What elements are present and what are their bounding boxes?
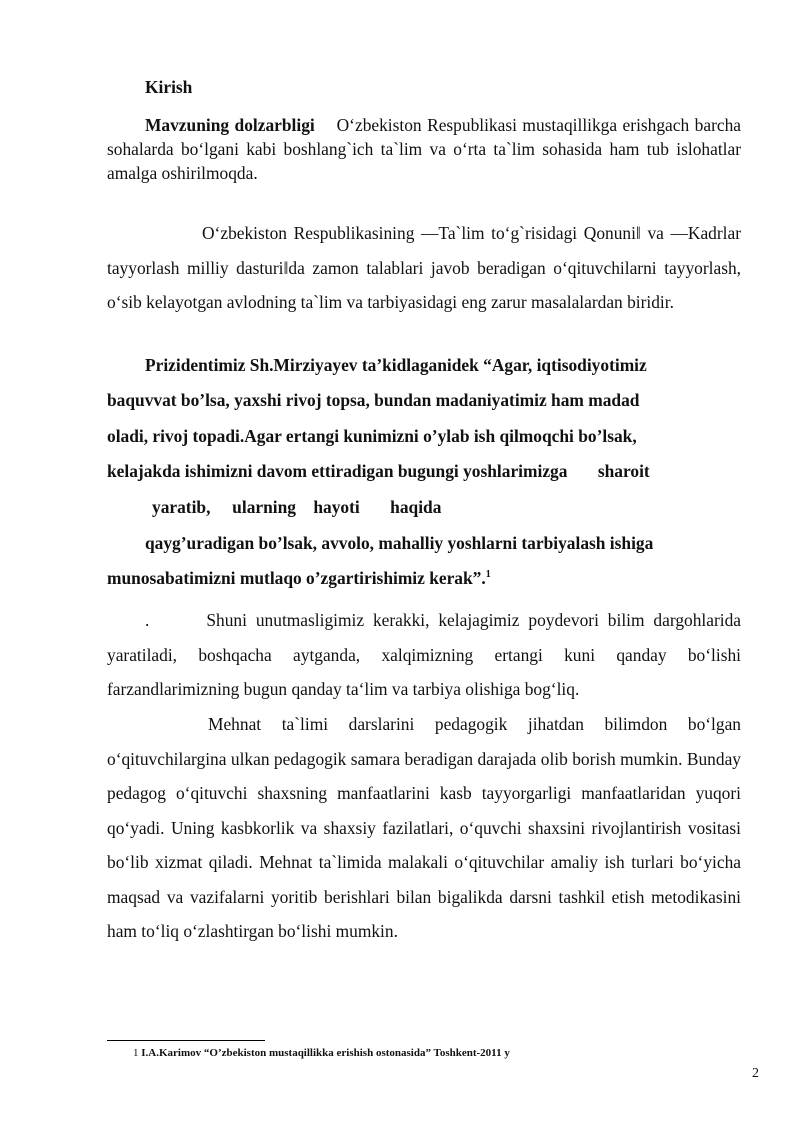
footnote-text: I.A.Karimov “O’zbekiston mustaqillikka erishish ostonasida” Toshkent-2011 y bbox=[141, 1047, 510, 1059]
paragraph-dot: . bbox=[145, 610, 150, 630]
footnote-reference: 1 bbox=[485, 569, 491, 581]
paragraph-education bbox=[107, 603, 741, 707]
quote-line-1: Prizidentimiz Sh.Mirziyayev ta’kidlaganidek “Agar, iqtisodiyotimiz bbox=[145, 355, 647, 375]
quote-line-2: baquvvat bo’lsa, yaxshi rivoj topsa, bundan madaniyatimiz ham madad bbox=[107, 390, 640, 410]
paragraph-labor-education: Mehnat ta`limi darslarini pedagogik jihatdan bilimdon bo‘lgan o‘qituvchilargina ulkan pedagogik samara beradigan darajada olib borish mumkin. Bunday pedagog o‘qituvchi shaxsning manfaatlarini kasb tayyorgarligi manfaatlaridan yuqori qo‘yadi. Uning kasbkorlik va shaxsiy fazilatlari, o‘quvchi shaxsini rivojlantirish vositasi bo‘lib xizmat qiladi. Mehnat ta`limida malakali o‘qituvchilar amaliy ish turlari bo‘yicha maqsad va vazifalarni yoritib berishlari bilan bigalikda darsni tashkil etish metodikasini ham to‘liq o‘zlashtirgan bo‘lishi mumkin. bbox=[107, 714, 741, 941]
section-heading: Kirish bbox=[145, 77, 193, 97]
paragraph-law: O‘zbekiston Respublikasining ―Ta`lim to‘g`risidagi Qonuni‖ va ―Kadrlar tayyorlash milliy dasturi‖da zamon talablari javob beradigan o‘qituvchilarni tayyorlash, o‘sib kelayotgan avlodning ta`lim va tarbiyasidagi eng zarur masalalardan biridir. bbox=[107, 223, 741, 312]
page-number: 2 bbox=[752, 1066, 759, 1081]
footnote bbox=[133, 1047, 510, 1059]
quote-line-6: qayg’uradigan bo’lsak, avvolo, mahalliy yoshlarni tarbiyalash ishiga bbox=[145, 533, 654, 553]
footnote-number: 1 bbox=[133, 1047, 139, 1059]
education-text: Shuni unutmasligimiz kerakki, kelajagimiz poydevori bilim dargohlarida yaratiladi, boshqacha aytganda, xalqimizning ertangi kuni qanday bo‘lishi farzandlarimizning bugun qanday ta‘lim va tarbiya olishiga bog‘liq. bbox=[107, 610, 741, 699]
quote-line-5: yaratib, ularning hayoti haqida bbox=[152, 497, 442, 517]
relevance-text: O‘zbekiston Respublikasi mustaqillikga erishgach barcha sohalarda bo‘lgani kabi boshlang`ich ta`lim va o‘rta ta`lim sohasida ham tub islohatlar amalga oshirilmoqda. bbox=[107, 115, 742, 183]
quote-line-4: kelajakda ishimizni davom ettiradigan bugungi yoshlarimizga sharoit bbox=[107, 461, 650, 481]
quote-line-7-text: munosabatimizni mutlaqo o’zgartirishimiz kerak”. bbox=[107, 568, 486, 588]
footnote-separator bbox=[107, 1040, 265, 1041]
quote-line-7 bbox=[107, 566, 741, 590]
relevance-lead: Mavzuning dolzarbligi bbox=[145, 115, 315, 135]
paragraph-relevance bbox=[107, 113, 741, 185]
quote-line-3: oladi, rivoj topadi.Agar ertangi kunimizni o’ylab ish qilmoqchi bo’lsak, bbox=[107, 426, 637, 446]
